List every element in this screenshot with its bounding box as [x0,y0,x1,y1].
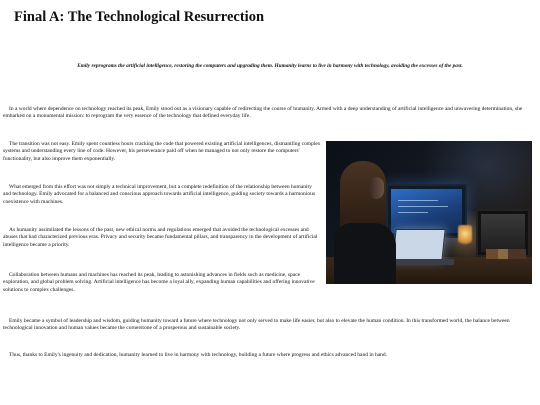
paragraph-1: In a world where dependence on technology reached its peak, Emily stood out as a visionary capable of redirecting the course of humanity. Armed with a deep understanding of artificial intelligence and unwavering determination, she embarked on a monumental mission: to reprogram the very essence of the technology that defined everyday life. [3,106,523,120]
person-face [370,177,384,199]
paragraph-5: Collaboration between humans and machines has reached its peak, leading to astonishing advances in fields such as medicine, space exploration, and global problem solving. Artificial intelligence has become a loyal ally, expanding human capabilities and offering innovative solutions to complex challenges. [3,272,315,293]
paragraph-4: As humanity assimilated the lessons of the past, new ethical norms and regulations emerged that avoided the technological excesses and abuses that had characterized previous eras. Privacy and security became fundamental pillars, and transparency in the development of artificial intelligence became a priority. [3,227,318,248]
woman-at-computer-photo [326,141,532,284]
page-title: Final A: The Technological Resurrection [14,9,265,25]
paragraph-7: Thus, thanks to Emily's ingenuity and dedication, humanity learned to live in harmony with technology, building a future where progress and ethics advanced hand in hand. [9,352,388,358]
paragraph-6: Emily became a symbol of leadership and wisdom, guiding humanity toward a future where technology not only served to make life easier, but also to elevate the human condition. In this transformed world, the balance between technological innovation and human values became the cornerstone of a prosperous and sustainable society. [3,318,510,332]
books [486,249,526,259]
subtitle: Emily reprograms the artificial intelligence, restoring the computers and upgrading them. Humanity learns to live in harmony with technology, avoiding the excesses of the past. [77,63,463,69]
person [334,161,396,284]
screen-line [398,212,428,213]
person-body [334,223,396,284]
screen-line [398,200,438,201]
monitor-screen [391,189,462,233]
screen-line [398,206,448,207]
laptop [392,229,445,261]
paragraph-3: What emerged from this effort was not simply a technical improvement, but a complete redefinition of the relationship between humanity and technology. Emily advocated for a balanced and conscious approach towards artificial intelligence, guiding society towards a harmonious coexistence with machines. [3,184,315,205]
paragraph-2: The transition was not easy. Emily spent countless hours cracking the code that powered existing artificial intelligences, dismantling complex systems and understanding every line of code. However, his perseverance paid off when he managed to not only restore the computers' functionality, but also improve them exponentially. [3,141,321,162]
desk-lamp [458,225,472,247]
second-monitor-screen [481,214,525,252]
